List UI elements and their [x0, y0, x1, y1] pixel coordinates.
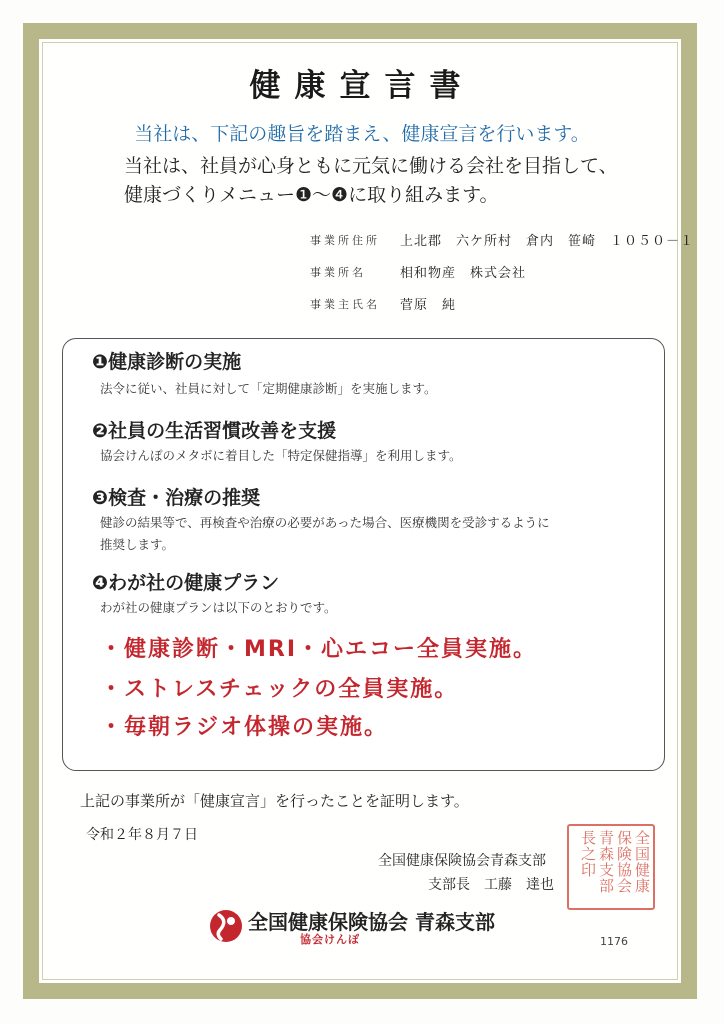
intro-text: [124, 152, 618, 210]
item-2-heading: ❷社員の生活習慣改善を支援: [92, 420, 337, 442]
item-3-body-line-1: 健診の結果等で、再検査や治療の必要があった場合、医療機関を受診するように: [100, 515, 550, 530]
item-3-body-line-2: 推奨します。: [100, 537, 175, 552]
item-4-body: わが社の健康プランは以下のとおりです。: [100, 600, 337, 615]
plan-item-2: ・ストレスチェックの全員実施。: [100, 677, 459, 702]
address-label: 事業所住所: [310, 234, 380, 247]
document-title: 健康宣言書: [249, 68, 475, 104]
plan-item-1: ・健康診断・MRI・心エコー全員実施。: [100, 637, 538, 662]
logo-organization-name: 全国健康保険協会 青森支部: [248, 910, 495, 934]
address-value: 上北郡 六ケ所村 倉内 笹崎 １０５０－１: [400, 234, 695, 249]
business-name-value: 相和物産 株式会社: [400, 266, 527, 281]
document-number: 1176: [600, 935, 628, 948]
issuer-person: 支部長 工藤 達也: [428, 877, 554, 893]
owner-label: 事業主氏名: [310, 298, 380, 311]
item-1-heading: ❶健康診断の実施: [92, 351, 242, 373]
health-menu-box: [62, 338, 665, 771]
certification-statement: 上記の事業所が「健康宣言」を行ったことを証明します。: [80, 792, 469, 810]
intro-line-1: 当社は、社員が心身ともに元気に働ける会社を目指して、: [124, 155, 618, 177]
logo-subtitle: 協会けんぽ: [300, 933, 360, 946]
kyokai-kenpo-logo-icon: [208, 906, 244, 946]
item-2-body: 協会けんぽのメタボに着目した「特定保健指導」を利用します。: [100, 448, 462, 463]
item-4-heading: ❹わが社の健康プラン: [92, 572, 280, 594]
item-1-body: 法令に従い、社員に対して「定期健康診断」を実施します。: [100, 381, 437, 396]
certification-date: 令和２年８月７日: [86, 827, 198, 843]
intro-line-2: 健康づくりメニュー❶～❹に取り組みます。: [124, 184, 499, 206]
plan-item-3: ・毎朝ラジオ体操の実施。: [100, 715, 389, 740]
item-3-heading: ❸検査・治療の推奨: [92, 487, 261, 509]
seal-text: 全国健康保険協会青森支部長之印: [579, 830, 651, 894]
issuer-organization: 全国健康保険協会青森支部: [378, 853, 546, 869]
document-subtitle: 当社は、下記の趣旨を踏まえ、健康宣言を行います。: [134, 123, 590, 145]
official-seal: [567, 824, 655, 910]
business-name-label: 事業所名: [310, 266, 366, 279]
owner-value: 菅原 純: [400, 298, 457, 313]
